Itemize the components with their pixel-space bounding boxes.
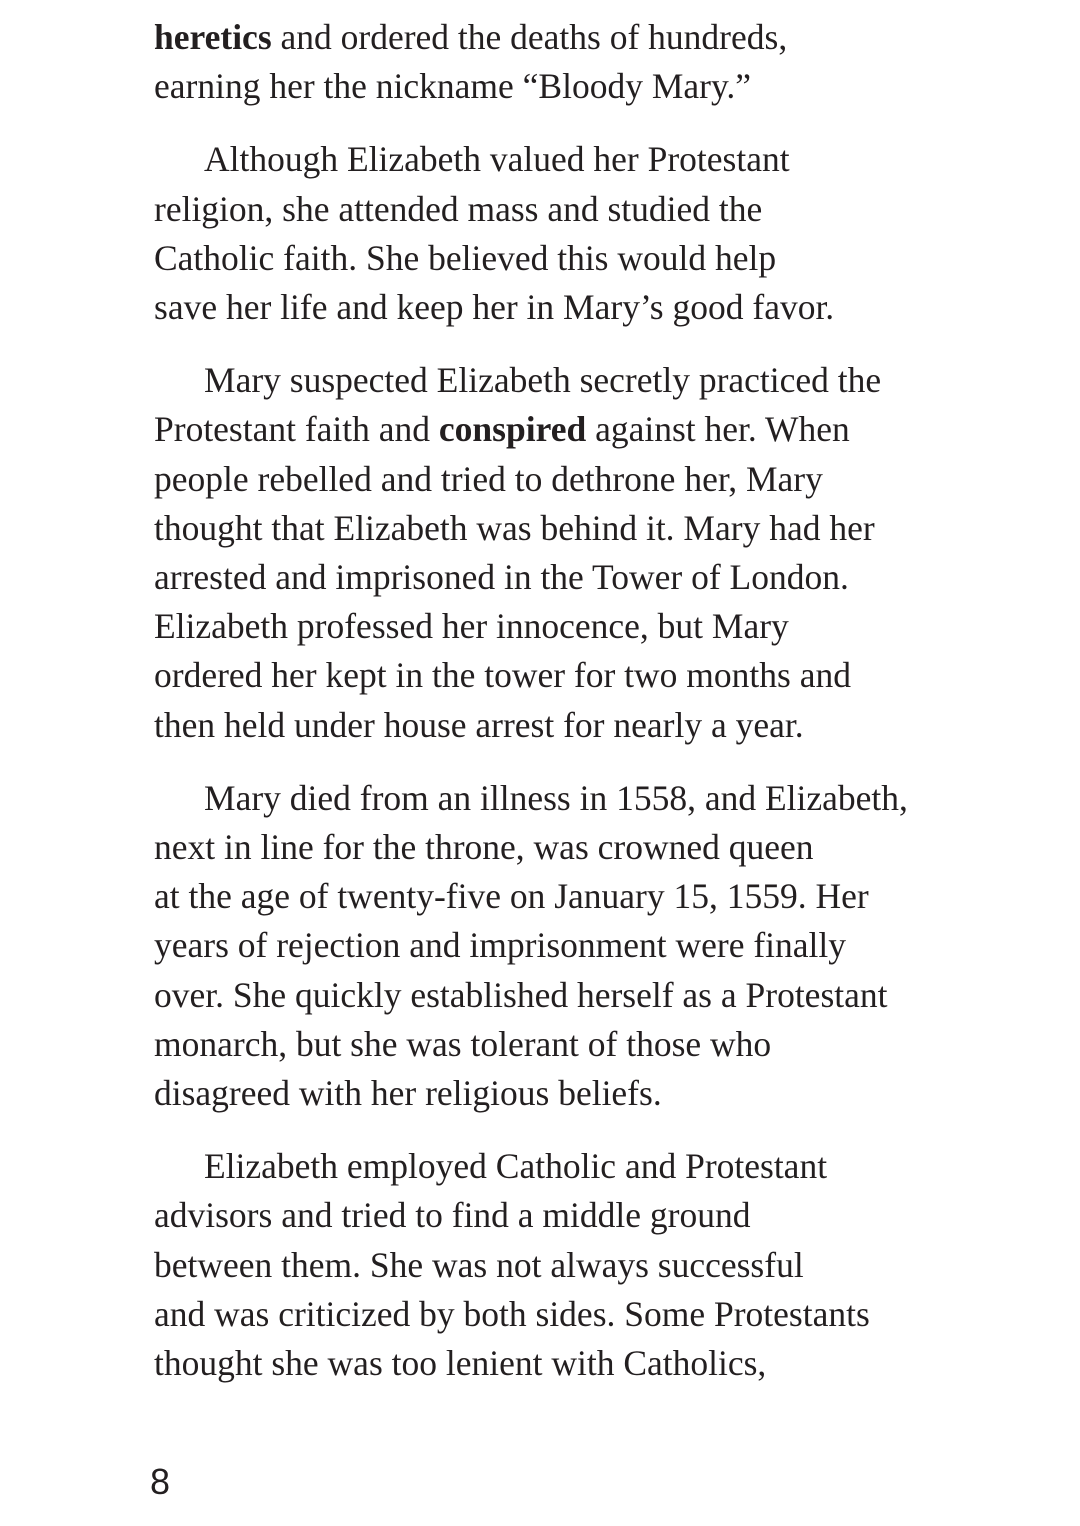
text-line xyxy=(154,13,1014,62)
text-line xyxy=(154,405,1014,454)
text-run: Elizabeth employed Catholic and Protestant xyxy=(204,1146,828,1187)
text-line xyxy=(154,1339,1014,1388)
text-run: thought she was too lenient with Catholics, xyxy=(154,1343,767,1384)
text-run: save her life and keep her in Mary’s good favor. xyxy=(154,287,835,328)
text-line xyxy=(154,872,1014,921)
text-line xyxy=(154,1020,1014,1069)
text-run: ordered her kept in the tower for two months and xyxy=(154,655,851,696)
text-run: monarch, but she was tolerant of those who xyxy=(154,1023,772,1064)
text-run: earning her the nickname “Bloody Mary.” xyxy=(154,66,752,107)
text-line xyxy=(154,602,1014,651)
body-text xyxy=(154,13,1014,1412)
text-run: Elizabeth professed her innocence, but Mary xyxy=(154,606,789,647)
paragraph xyxy=(154,774,1014,1118)
text-line xyxy=(154,455,1014,504)
text-run: Mary died from an illness in 1558, and Elizabeth, xyxy=(204,777,908,818)
text-run: then held under house arrest for nearly a year. xyxy=(154,704,804,745)
page-number: 8 xyxy=(150,1461,171,1502)
text-line xyxy=(154,921,1014,970)
text-line xyxy=(154,356,1014,405)
text-run: against her. When xyxy=(586,409,850,450)
text-line xyxy=(154,62,1014,111)
text-line xyxy=(154,283,1014,332)
text-line xyxy=(154,185,1014,234)
text-line xyxy=(154,1142,1014,1191)
text-run: religion, she attended mass and studied the xyxy=(154,188,763,229)
bold-term: heretics xyxy=(154,17,272,57)
paragraph xyxy=(154,13,1014,111)
text-run: over. She quickly established herself as a Protestant xyxy=(154,974,888,1015)
text-line xyxy=(154,1290,1014,1339)
text-run: arrested and imprisoned in the Tower of London. xyxy=(154,557,849,598)
text-line xyxy=(154,234,1014,283)
text-run: next in line for the throne, was crowned queen xyxy=(154,827,814,868)
text-run: Mary suspected Elizabeth secretly practiced the xyxy=(204,360,882,401)
text-run: at the age of twenty-five on January 15, 1559. Her xyxy=(154,876,869,917)
paragraph xyxy=(154,356,1014,750)
text-run: thought that Elizabeth was behind it. Mary had her xyxy=(154,507,875,548)
text-run: between them. She was not always successful xyxy=(154,1244,804,1285)
text-line xyxy=(154,1241,1014,1290)
text-line xyxy=(154,651,1014,700)
text-line xyxy=(154,504,1014,553)
paragraph xyxy=(154,1142,1014,1388)
text-run: Although Elizabeth valued her Protestant xyxy=(204,139,790,180)
paragraph xyxy=(154,135,1014,332)
text-run: disagreed with her religious beliefs. xyxy=(154,1073,662,1114)
text-line xyxy=(154,701,1014,750)
text-line xyxy=(154,823,1014,872)
text-line xyxy=(154,971,1014,1020)
text-line xyxy=(154,1191,1014,1240)
text-run: and was criticized by both sides. Some Protestants xyxy=(154,1293,870,1334)
text-run: and ordered the deaths of hundreds, xyxy=(271,17,788,57)
text-run: Protestant faith and xyxy=(154,409,439,450)
text-run: advisors and tried to find a middle ground xyxy=(154,1195,751,1236)
text-line xyxy=(154,1069,1014,1118)
bold-term: conspired xyxy=(438,409,587,450)
text-line xyxy=(154,135,1014,184)
text-run: years of rejection and imprisonment were finally xyxy=(154,925,847,966)
text-run: people rebelled and tried to dethrone her, Mary xyxy=(154,458,823,499)
text-run: Catholic faith. She believed this would help xyxy=(154,237,777,278)
text-line xyxy=(154,553,1014,602)
text-line xyxy=(154,774,1014,823)
